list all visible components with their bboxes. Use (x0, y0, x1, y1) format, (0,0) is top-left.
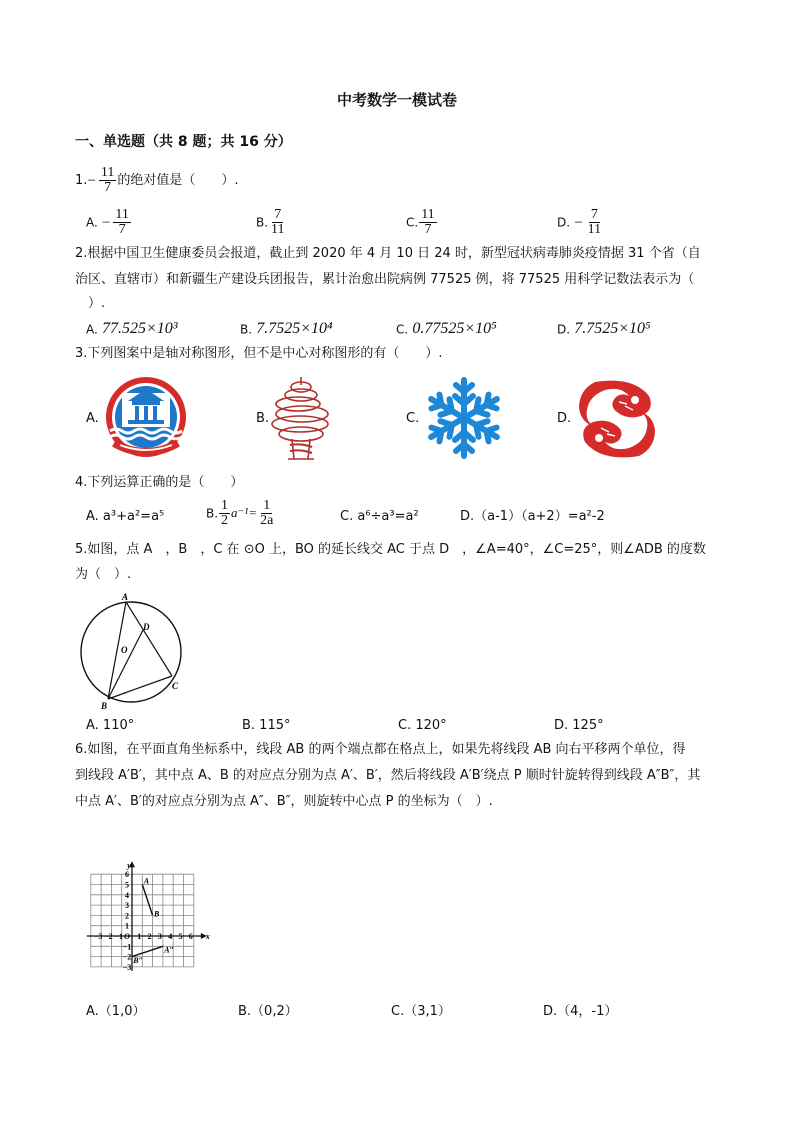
y-tick-label: 6 (125, 870, 129, 880)
coordinate-graph (80, 826, 250, 986)
segment-a2b2 (132, 946, 163, 956)
x-axis-label: x (205, 932, 210, 941)
origin-label: O (124, 932, 130, 941)
q4-text: 4.下列运算正确的是（ ） (75, 475, 244, 490)
question-1 (75, 166, 239, 195)
q3-option-b-label[interactable]: B. (256, 411, 270, 426)
q1-option-a[interactable]: A. − $\frac{11}{7}$ (86, 207, 129, 237)
point-label-b2: B″ (133, 955, 144, 965)
q3-option-d-label[interactable]: D. (557, 411, 572, 426)
q6-option-d[interactable]: D.（4，-1） (543, 1004, 618, 1019)
q1-prefix: 1. (75, 173, 88, 188)
q6-option-b[interactable]: B.（0,2） (238, 1004, 298, 1019)
y-tick-label: −2 (122, 952, 132, 962)
spiral-tower-image (268, 373, 334, 465)
q4-option-d[interactable]: D.（a-1）（a+2）=a²-2 (460, 509, 605, 524)
x-tick-label: 2 (147, 932, 152, 941)
y-tick-label: 1 (125, 921, 129, 931)
q3-option-c-label[interactable]: C. (406, 411, 420, 426)
x-tick-label: 6 (188, 932, 193, 941)
label-o: O (121, 645, 128, 655)
y-tick-label: 2 (125, 911, 129, 921)
q2-line-1: 2.根据中国卫生健康委员会报道，截止到 2020 年 4 月 10 日 24 时，新型冠状病毒肺炎疫情据 31 个省（自 (75, 246, 701, 261)
q5-option-a[interactable]: A. 110° (86, 718, 135, 733)
snowflake-image (420, 376, 508, 460)
segment-ac (126, 602, 172, 676)
q4-option-b[interactable]: B. $\frac{1}{2}$ a⁻¹= $\frac{1}{2a}$ (206, 498, 274, 528)
y-tick-label: 3 (125, 901, 129, 911)
circle-o (81, 602, 181, 702)
y-tick-label: 5 (125, 880, 129, 890)
segments (132, 885, 163, 957)
label-a: A (122, 592, 129, 602)
q6-line-1: 6.如图，在平面直角坐标系中，线段 AB 的两个端点都在格点上，如果先将线段 AB 向右平移两个单位，得 (75, 742, 686, 757)
point-label-a2: A″ (164, 945, 174, 955)
q5-option-c[interactable]: C. 120° (398, 718, 447, 733)
q5-line-1: 5.如图，点 A ，B ，C 在 ⊙O 上，BO 的延长线交 AC 于点 D ，∠A=40°，∠C=25°，则∠ADB 的度数 (75, 542, 706, 557)
paper-cut-fish-image (575, 376, 659, 462)
circle-diagram (76, 590, 186, 712)
q4-option-a[interactable]: A. a³+a²=a⁵ (86, 509, 165, 524)
segment-ab (142, 885, 152, 916)
q2-option-c[interactable]: C. 0.77525×10⁵ (396, 320, 497, 337)
q2-line-3: ）. (75, 296, 106, 311)
q2-option-a[interactable]: A. 77.525×10³ (86, 320, 178, 337)
q2-option-d[interactable]: D. 7.7525×10⁵ (557, 320, 651, 337)
q1-option-d[interactable]: D. − $\frac{7}{11}$ (557, 207, 602, 237)
label-d: D (143, 622, 150, 632)
q6-option-a[interactable]: A.（1,0） (86, 1004, 146, 1019)
label-c: C (172, 681, 179, 691)
q5-option-b[interactable]: B. 115° (242, 718, 291, 733)
q5-line-2: 为（ ）. (75, 567, 132, 582)
y-tick-label: −1 (122, 942, 132, 952)
q1-suffix: 的绝对值是（ ）. (117, 173, 239, 188)
y-tick-label: −3 (122, 962, 132, 972)
x-tick-label: 3 (157, 932, 162, 941)
q6-line-2: 到线段 A′B′，其中点 A、B 的对应点分别为点 A′、B′，然后将线段 A′B′绕点 P 顺时针旋转得到线段 A″B″，其 (75, 768, 701, 783)
y-axis-label: y (127, 861, 131, 871)
q3-text: 3.下列图案中是轴对称图形，但不是中心对称图形的有（ ）. (75, 346, 443, 361)
point-label-a: A (143, 876, 150, 886)
x-tick-label: −1 (114, 932, 123, 941)
x-tick-label: 1 (137, 932, 142, 941)
section-header: 一、单选题（共 8 题；共 16 分） (75, 134, 292, 150)
q1-neg: − (87, 172, 96, 189)
y-tick-label: 4 (125, 890, 129, 900)
q1-fraction: $\frac{11}{7}$ (100, 165, 115, 195)
point-label-b: B (154, 909, 160, 919)
q2-line-2: 治区、直辖市）和新疆生产建设兵团报告，累计治愈出院病例 77525 例，将 77525 用科学记数法表示为（ (75, 272, 695, 287)
emblem-image (102, 375, 190, 461)
x-tick-label: 5 (178, 932, 183, 941)
q4-option-c[interactable]: C. a⁶÷a³=a² (340, 509, 419, 524)
x-tick-label: −2 (104, 932, 113, 941)
label-b: B (101, 701, 108, 711)
x-tick-label: −3 (93, 932, 103, 941)
q6-option-c[interactable]: C.（3,1） (391, 1004, 451, 1019)
q3-option-a-label[interactable]: A. (86, 411, 99, 426)
q6-line-3: 中点 A′、B′的对应点分别为点 A″、B″，则旋转中心点 P 的坐标为（ ）. (75, 794, 493, 809)
q1-option-c[interactable]: C. $\frac{11}{7}$ (406, 207, 435, 237)
q1-option-b[interactable]: B. $\frac{7}{11}$ (256, 207, 285, 237)
q5-option-d[interactable]: D. 125° (554, 718, 604, 733)
page-title: 中考数学一模试卷 (336, 91, 457, 109)
q2-option-b[interactable]: B. 7.7525×10⁴ (240, 320, 333, 337)
x-tick-label: 4 (168, 932, 173, 941)
